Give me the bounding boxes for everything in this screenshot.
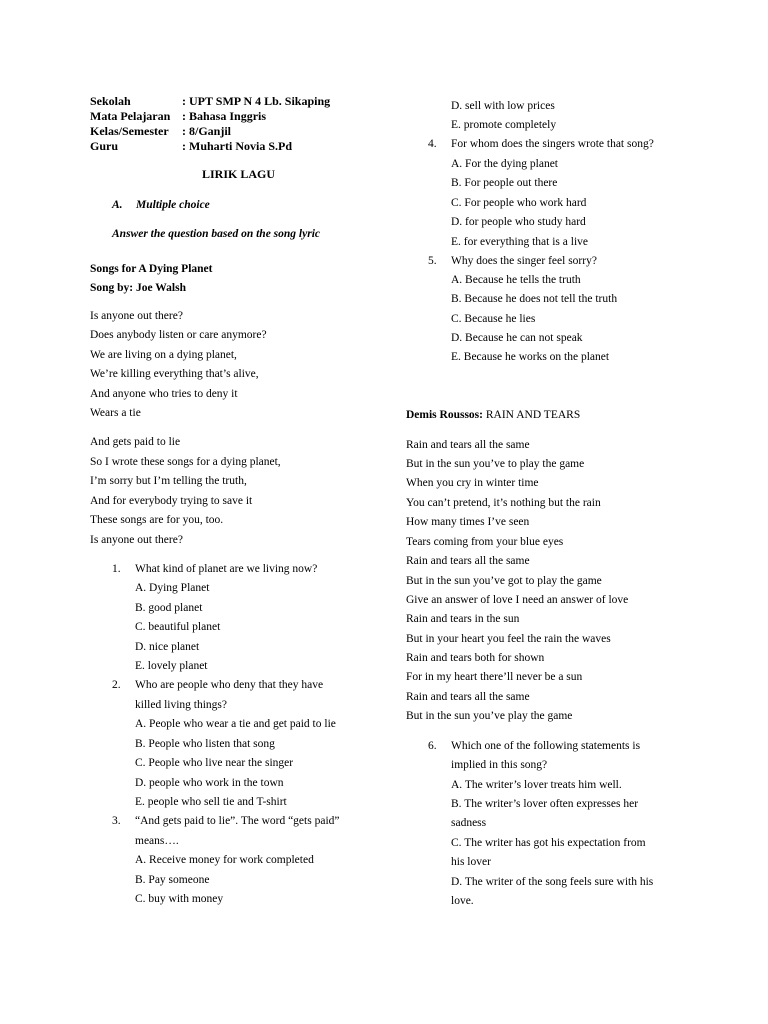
answer-option: D. The writer of the song feels sure with his <box>451 876 654 888</box>
header-value-school: : UPT SMP N 4 Lb. Sikaping <box>182 94 331 108</box>
question-number: 2. <box>112 679 121 691</box>
header-label-school: Sekolah <box>90 94 131 108</box>
answer-option: sadness <box>451 817 487 829</box>
header-label-class: Kelas/Semester <box>90 124 169 138</box>
answer-option: D. Because he can not speak <box>451 332 583 344</box>
lyric-line: But in your heart you feel the rain the waves <box>406 633 611 645</box>
lyric-line: Rain and tears all the same <box>406 691 530 703</box>
answer-option: E. promote completely <box>451 119 557 131</box>
question-text: Which one of the following statements is <box>451 740 641 752</box>
answer-option: love. <box>451 895 474 907</box>
lyric-line: But in the sun you’ve got to play the game <box>406 575 602 587</box>
answer-option: B. good planet <box>135 602 203 614</box>
lyric-line: And for everybody trying to save it <box>90 495 253 507</box>
question-text: killed living things? <box>135 699 227 711</box>
lyric-line: Does anybody listen or care anymore? <box>90 329 267 341</box>
header-label-subject: Mata Pelajaran <box>90 109 171 123</box>
lyric-line: Give an answer of love I need an answer of love <box>406 594 629 606</box>
question-text: Who are people who deny that they have <box>135 679 324 691</box>
song2-artist: Demis Roussos: <box>406 409 483 421</box>
answer-option: C. beautiful planet <box>135 621 221 633</box>
lyric-line: Rain and tears all the same <box>406 555 530 567</box>
question-text: For whom does the singers wrote that song? <box>451 138 654 150</box>
question-text: means…. <box>135 835 179 847</box>
lyric-line: Tears coming from your blue eyes <box>406 536 564 548</box>
lyric-line: For in my heart there’ll never be a sun <box>406 671 583 683</box>
lyric-line: How many times I’ve seen <box>406 516 530 528</box>
answer-option: E. people who sell tie and T-shirt <box>135 796 287 808</box>
question-number: 5. <box>428 255 437 267</box>
page-title: LIRIK LAGU <box>202 167 276 181</box>
lyric-line: And gets paid to lie <box>90 436 181 448</box>
lyric-line: Rain and tears both for shown <box>406 652 545 664</box>
answer-option: D. sell with low prices <box>451 100 555 112</box>
answer-option: C. The writer has got his expectation from <box>451 837 646 849</box>
question-text: Why does the singer feel sorry? <box>451 255 597 267</box>
answer-option: C. People who live near the singer <box>135 757 294 769</box>
song2-heading <box>406 408 580 422</box>
song1-title: Songs for A Dying Planet <box>90 263 213 275</box>
question-text: implied in this song? <box>451 759 548 771</box>
answer-option: A. Because he tells the truth <box>451 274 581 286</box>
header-value-subject: : Bahasa Inggris <box>182 109 267 123</box>
answer-option: E. Because he works on the planet <box>451 351 610 363</box>
question-number: 1. <box>112 563 121 575</box>
answer-option: C. Because he lies <box>451 313 536 325</box>
answer-option: D. nice planet <box>135 641 200 653</box>
lyric-line: These songs are for you, too. <box>90 514 224 526</box>
answer-option: E. for everything that is a live <box>451 236 589 248</box>
question-number: 3. <box>112 815 121 827</box>
answer-option: A. The writer’s lover treats him well. <box>451 779 622 791</box>
lyric-line: But in the sun you’ve play the game <box>406 710 573 722</box>
lyric-line: And anyone who tries to deny it <box>90 388 238 400</box>
header-label-teacher: Guru <box>90 139 119 153</box>
header-value-class: : 8/Ganjil <box>182 124 232 138</box>
answer-option: D. people who work in the town <box>135 777 284 789</box>
section-instruction: Answer the question based on the song lyric <box>112 228 320 240</box>
answer-option: B. Because he does not tell the truth <box>451 293 618 305</box>
lyric-line: We are living on a dying planet, <box>90 349 237 361</box>
song2-title: RAIN AND TEARS <box>485 409 581 421</box>
answer-option: C. For people who work hard <box>451 197 587 209</box>
answer-option: B. For people out there <box>451 177 558 189</box>
answer-option: E. lovely planet <box>135 660 208 672</box>
lyric-line: Rain and tears all the same <box>406 439 530 451</box>
answer-option: B. The writer’s lover often expresses her <box>451 798 639 810</box>
lyric-line: Rain and tears in the sun <box>406 613 520 625</box>
lyric-line: Wears a tie <box>90 407 141 419</box>
song1-author: Song by: Joe Walsh <box>90 282 186 294</box>
section-name: Multiple choice <box>136 199 210 211</box>
question-number: 4. <box>428 138 437 150</box>
answer-option: A. Receive money for work completed <box>135 854 314 866</box>
answer-option: D. for people who study hard <box>451 216 586 228</box>
answer-option: B. Pay someone <box>135 874 210 886</box>
question-text: What kind of planet are we living now? <box>135 563 318 575</box>
lyric-line: Is anyone out there? <box>90 534 183 546</box>
lyric-line: When you cry in winter time <box>406 477 539 489</box>
question-number: 6. <box>428 740 437 752</box>
answer-option: A. People who wear a tie and get paid to lie <box>135 718 336 730</box>
lyric-line: I’m sorry but I’m telling the truth, <box>90 475 247 487</box>
answer-option: A. For the dying planet <box>451 158 558 170</box>
lyric-line: We’re killing everything that’s alive, <box>90 368 259 380</box>
lyric-line: But in the sun you’ve to play the game <box>406 458 585 470</box>
answer-option: C. buy with money <box>135 893 224 905</box>
answer-option: B. People who listen that song <box>135 738 275 750</box>
lyric-line: So I wrote these songs for a dying planet, <box>90 456 281 468</box>
answer-option: A. Dying Planet <box>135 582 210 594</box>
lyric-line: You can’t pretend, it’s nothing but the rain <box>406 497 601 509</box>
lyric-line: Is anyone out there? <box>90 310 183 322</box>
answer-option: his lover <box>451 856 491 868</box>
header-value-teacher: : Muharti Novia S.Pd <box>182 139 293 153</box>
question-text: “And gets paid to lie”. The word “gets paid” <box>135 815 340 827</box>
section-letter: A. <box>112 199 123 211</box>
